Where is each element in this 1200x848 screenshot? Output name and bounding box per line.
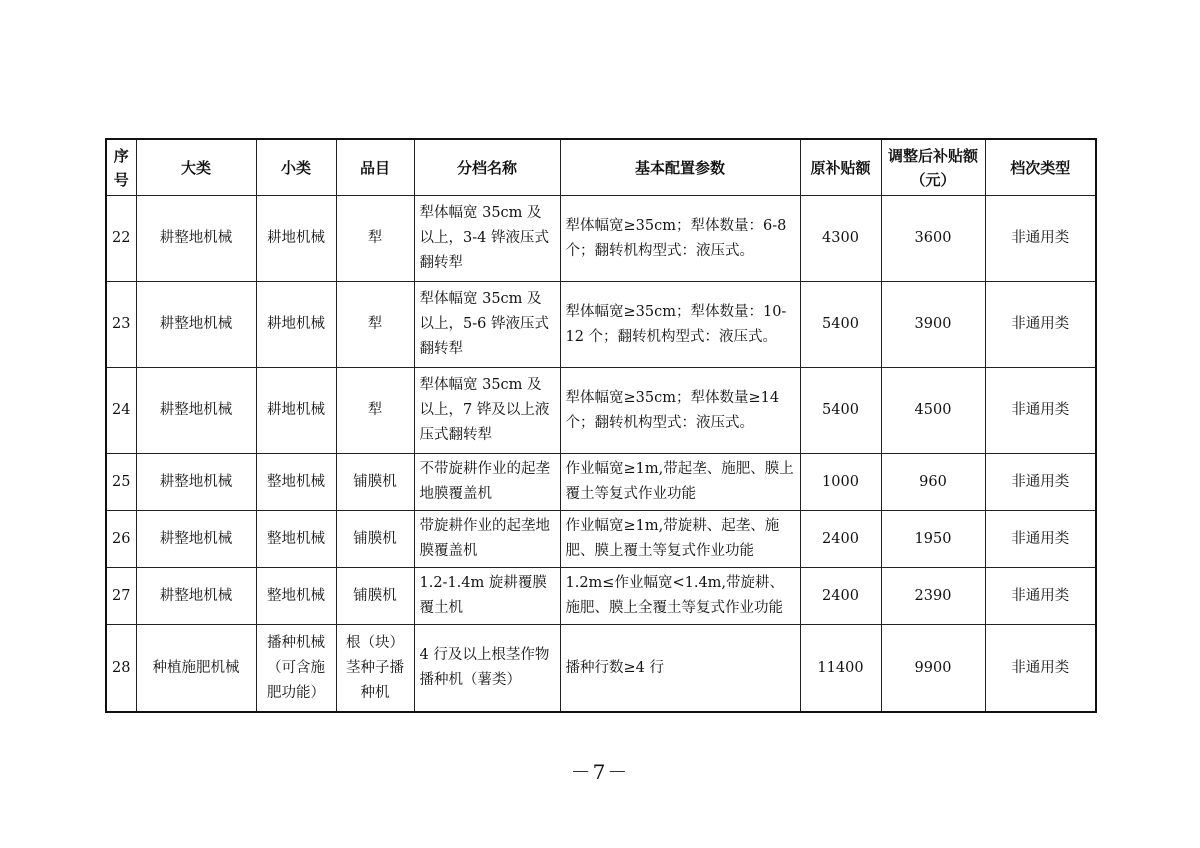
cell-tier-name: 带旋耕作业的起垄地膜覆盖机 [414,511,560,568]
cell-tier-type: 非通用类 [985,196,1096,282]
cell-original-subsidy: 4300 [800,196,881,282]
header-tier-type: 档次类型 [985,139,1096,196]
header-adjusted-subsidy: 调整后补贴额（元） [881,139,985,196]
cell-tier-name: 不带旋耕作业的起垄地膜覆盖机 [414,454,560,511]
cell-tier-type: 非通用类 [985,568,1096,625]
table-header [106,139,1096,196]
cell-subcategory: 耕地机械 [256,282,336,368]
header-subcategory: 小类 [256,139,336,196]
cell-original-subsidy: 11400 [800,625,881,713]
cell-tier-name: 4 行及以上根茎作物播种机（薯类） [414,625,560,713]
cell-no: 22 [106,196,136,282]
header-config-params: 基本配置参数 [560,139,800,196]
cell-tier-type: 非通用类 [985,625,1096,713]
cell-config-params: 犁体幅宽≥35cm；犁体数量：6-8 个；翻转机构型式：液压式。 [560,196,800,282]
cell-adjusted-subsidy: 3900 [881,282,985,368]
cell-adjusted-subsidy: 3600 [881,196,985,282]
cell-tier-name: 犁体幅宽 35cm 及以上，7 铧及以上液压式翻转犁 [414,368,560,454]
cell-category: 种植施肥机械 [136,625,256,713]
cell-no: 24 [106,368,136,454]
cell-category: 耕整地机械 [136,511,256,568]
cell-no: 23 [106,282,136,368]
table-row [106,196,1096,282]
cell-adjusted-subsidy: 2390 [881,568,985,625]
cell-subcategory: 播种机械（可含施肥功能） [256,625,336,713]
header-item: 品目 [336,139,414,196]
cell-tier-name: 犁体幅宽 35cm 及以上，5-6 铧液压式翻转犁 [414,282,560,368]
cell-subcategory: 耕地机械 [256,368,336,454]
header-no: 序号 [106,139,136,196]
cell-no: 27 [106,568,136,625]
cell-subcategory: 整地机械 [256,511,336,568]
table-row [106,568,1096,625]
cell-adjusted-subsidy: 9900 [881,625,985,713]
header-row [106,139,1096,196]
cell-category: 耕整地机械 [136,368,256,454]
cell-config-params: 1.2m≤作业幅宽<1.4m,带旋耕、施肥、膜上全覆土等复式作业功能 [560,568,800,625]
cell-config-params: 犁体幅宽≥35cm；犁体数量≥14 个；翻转机构型式：液压式。 [560,368,800,454]
cell-category: 耕整地机械 [136,282,256,368]
table-row [106,368,1096,454]
cell-original-subsidy: 5400 [800,368,881,454]
cell-config-params: 作业幅宽≥1m,带起垄、施肥、膜上覆土等复式作业功能 [560,454,800,511]
cell-tier-name: 犁体幅宽 35cm 及以上，3-4 铧液压式翻转犁 [414,196,560,282]
cell-original-subsidy: 2400 [800,511,881,568]
table-row [106,282,1096,368]
cell-item: 犁 [336,368,414,454]
cell-adjusted-subsidy: 960 [881,454,985,511]
cell-tier-type: 非通用类 [985,454,1096,511]
cell-adjusted-subsidy: 4500 [881,368,985,454]
header-tier-name: 分档名称 [414,139,560,196]
cell-original-subsidy: 5400 [800,282,881,368]
page-number: －7－ [570,760,630,784]
cell-subcategory: 整地机械 [256,568,336,625]
cell-item: 犁 [336,282,414,368]
table-row [106,625,1096,713]
cell-tier-name: 1.2-1.4m 旋耕覆膜覆土机 [414,568,560,625]
table-row [106,454,1096,511]
cell-item: 铺膜机 [336,454,414,511]
header-original-subsidy: 原补贴额 [800,139,881,196]
cell-original-subsidy: 1000 [800,454,881,511]
cell-no: 26 [106,511,136,568]
cell-no: 28 [106,625,136,713]
cell-tier-type: 非通用类 [985,282,1096,368]
cell-config-params: 作业幅宽≥1m,带旋耕、起垄、施肥、膜上覆土等复式作业功能 [560,511,800,568]
cell-tier-type: 非通用类 [985,511,1096,568]
cell-item: 铺膜机 [336,568,414,625]
cell-category: 耕整地机械 [136,454,256,511]
cell-category: 耕整地机械 [136,568,256,625]
cell-item: 根（块）茎种子播种机 [336,625,414,713]
cell-no: 25 [106,454,136,511]
cell-subcategory: 整地机械 [256,454,336,511]
cell-item: 犁 [336,196,414,282]
cell-config-params: 犁体幅宽≥35cm；犁体数量：10-12 个；翻转机构型式：液压式。 [560,282,800,368]
cell-tier-type: 非通用类 [985,368,1096,454]
cell-adjusted-subsidy: 1950 [881,511,985,568]
header-category: 大类 [136,139,256,196]
table-body [106,196,1096,713]
cell-config-params: 播种行数≥4 行 [560,625,800,713]
cell-original-subsidy: 2400 [800,568,881,625]
cell-item: 铺膜机 [336,511,414,568]
table-row [106,511,1096,568]
cell-category: 耕整地机械 [136,196,256,282]
subsidy-table [105,138,1097,713]
cell-subcategory: 耕地机械 [256,196,336,282]
